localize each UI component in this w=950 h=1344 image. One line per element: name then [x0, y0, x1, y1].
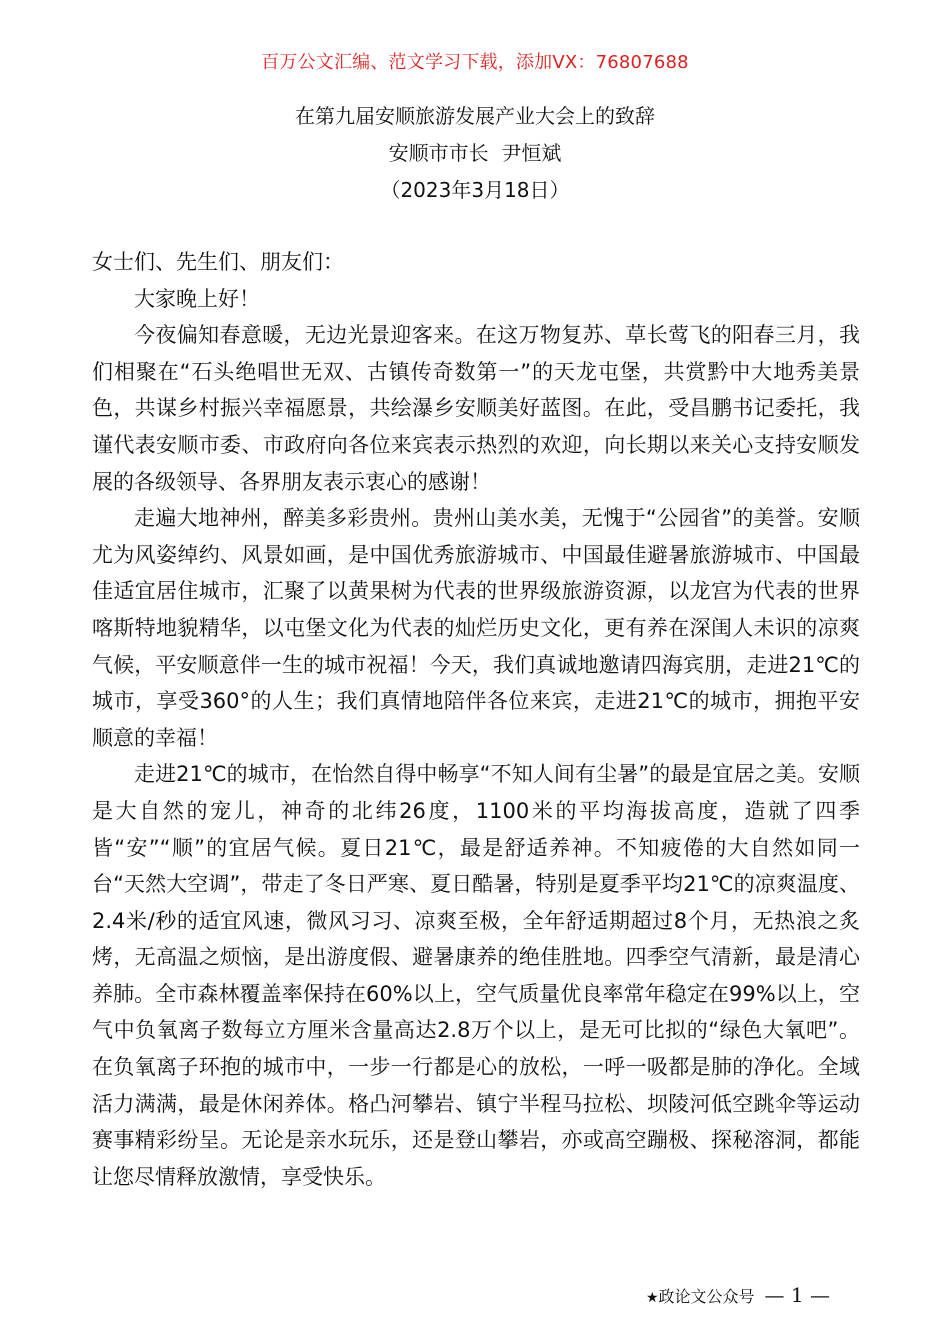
- paragraph-1: 今夜偏知春意暖，无边光景迎客来。在这万物复苏、草长莺飞的阳春三月，我们相聚在“石头绝唱世无双、古镇传奇数第一”的天龙屯堡，共赏黔中大地秀美景色，共谋乡村振兴幸福愿景，共绘瀑乡安顺美好蓝图。在此，受昌鹏书记委托，我谨代表安顺市委、市政府向各位来宾表示热烈的欢迎，向长期以来关心支持安顺发展的各级领导、各界朋友表示衷心的感谢！: [92, 323, 860, 494]
- footer-source: 政论文公众号: [658, 1287, 755, 1306]
- greeting: 大家晚上好！: [134, 286, 260, 311]
- paragraph-2: 走遍大地神州，醉美多彩贵州。贵州山美水美，无愧于“公园省”的美誉。安顺尤为风姿绰约、风景如画，是中国优秀旅游城市、中国最佳避暑旅游城市、中国最佳适宜居住城市，汇聚了以黄果树为代表的世界级旅游资源，以龙宫为代表的世界喀斯特地貌精华，以屯堡文化为代表的灿烂历史文化，更有养在深闺人未识的凉爽气候，平安顺意伴一生的城市祝福！今天，我们真诚地邀请四海宾朋，走进21℃的城市，享受360°的人生；我们真情地陪伴各位来宾，走进21℃的城市，拥抱平安顺意的幸福！: [92, 506, 860, 750]
- title-block: [0, 98, 950, 209]
- salutation: 女士们、先生们、朋友们：: [92, 250, 344, 274]
- speech-date: （2023年3月18日）: [380, 178, 570, 202]
- speech-author: 安顺市市长 尹恒斌: [388, 141, 562, 165]
- speech-title: 在第九届安顺旅游发展产业大会上的致辞: [295, 104, 655, 128]
- paragraph-3: 走进21℃的城市，在怡然自得中畅享“不知人间有尘暑”的最是宜居之美。安顺是大自然的宠儿，神奇的北纬26度，1100米的平均海拔高度，造就了四季皆“安”“顺”的宜居气候。夏日21℃，最是舒适养神。不知疲倦的大自然如同一台“天然大空调”，带走了冬日严寒、夏日酷暑，特别是夏季平均21℃的凉爽温度、2.4米/秒的适宜风速，微风习习、凉爽至极，全年舒适期超过8个月，无热浪之炙烤，无高温之烦恼，是出游度假、避暑康养的绝佳胜地。四季空气清新，最是清心养肺。全市森林覆盖率保持在60%以上，空气质量优良率常年稳定在99%以上，空气中负氧离子数每立方厘米含量高达2.8万个以上，是无可比拟的“绿色大氧吧”。在负氧离子环抱的城市中，一步一行都是心的放松，一呼一吸都是肺的净化。全域活力满满，最是休闲养体。格凸河攀岩、镇宁半程马拉松、坝陵河低空跳伞等运动赛事精彩纷呈。无论是亲水玩乐，还是登山攀岩，亦或高空蹦极、探秘溶洞，都能让您尽情释放激情，享受快乐。: [92, 762, 860, 1189]
- star-icon: ★: [645, 1290, 659, 1306]
- speech-body: [92, 244, 860, 1195]
- page-number: — 1 —: [764, 1283, 830, 1307]
- page-footer: [646, 1283, 830, 1307]
- watermark-banner: 百万公文汇编、范文学习下载，添加VX：76807688: [261, 52, 689, 73]
